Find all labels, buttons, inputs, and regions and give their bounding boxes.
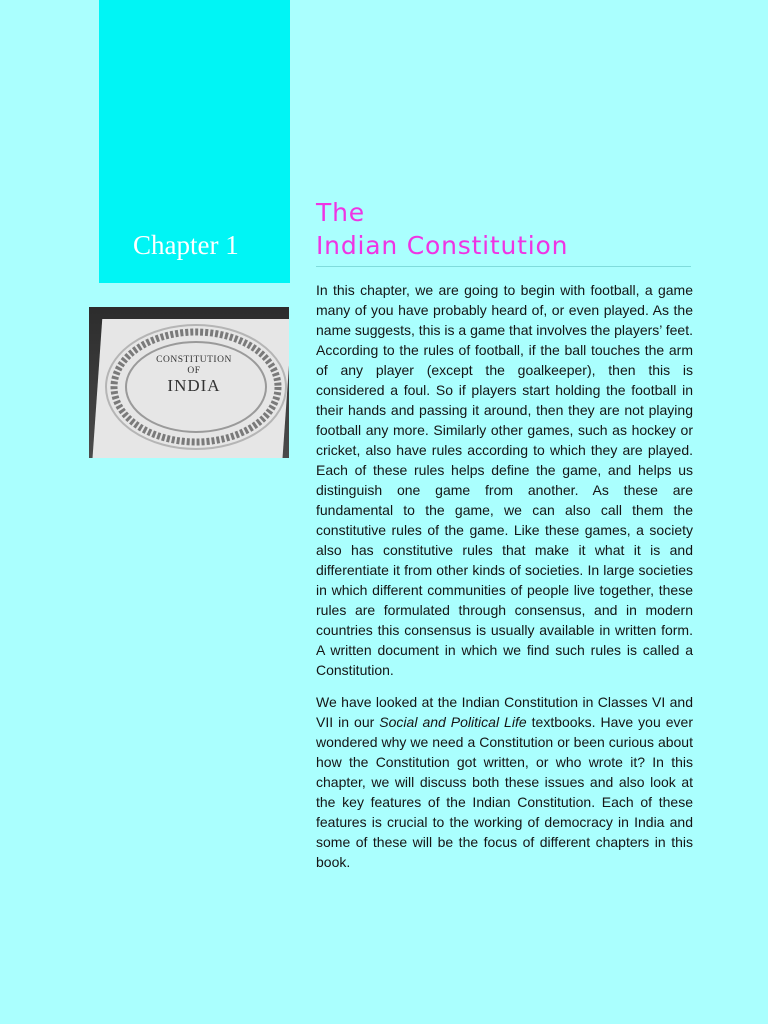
paragraph-2 xyxy=(316,692,693,872)
paragraph-2-part-1: We have looked at the Indian Constitution in Classes VI and VII in our xyxy=(316,694,693,730)
title-divider xyxy=(316,266,691,267)
paragraph-2-part-2: textbooks. Have you ever wondered why we need a Constitution or been curious about how the Constitution got written, or who wrote it? In this chapter, we will discuss both these issues and also look at the key features of the Indian Constitution. Each of these features is crucial to the working of democracy in India and some of these will be the focus of different chapters in this book. xyxy=(316,714,693,870)
chapter-body xyxy=(316,280,693,884)
photo-caption-mid: OF xyxy=(187,366,201,376)
chapter-title-line-2: Indian Constitution xyxy=(316,231,569,260)
chapter-title-line-1: The xyxy=(316,198,365,227)
chapter-title xyxy=(316,196,696,262)
paragraph-1: In this chapter, we are going to begin with football, a game many of you have probably heard of, or even played. As the name suggests, this is a game that involves the players’ feet. According to the rules of football, if the ball touches the arm of any player (except the goalkeeper), then this is considered a foul. So if players start holding the football in their hands and passing it around, then they are not playing football any more. Similarly other games, such as hockey or cricket, also have rules according to which they are played. Each of these rules helps define the game, and helps us distinguish one game from another. As these are fundamental to the game, we can also call them the constitutive rules of the game. Like these games, a society also has constitutive rules that make it what it is and differentiate it from other kinds of societies. In large societies in which different communities of people live together, these rules are formulated through consensus, and in modern countries this consensus is usually available in written form. A written document in which we find such rules is called a Constitution. xyxy=(316,282,693,678)
constitution-photo xyxy=(89,307,289,458)
chapter-banner xyxy=(99,0,290,283)
chapter-label: Chapter 1 xyxy=(133,230,239,260)
photo-caption-bottom: INDIA xyxy=(167,376,221,395)
photo-caption xyxy=(129,355,259,395)
textbook-title: Social and Political Life xyxy=(379,714,527,730)
photo-caption-top: CONSTITUTION xyxy=(156,355,232,365)
